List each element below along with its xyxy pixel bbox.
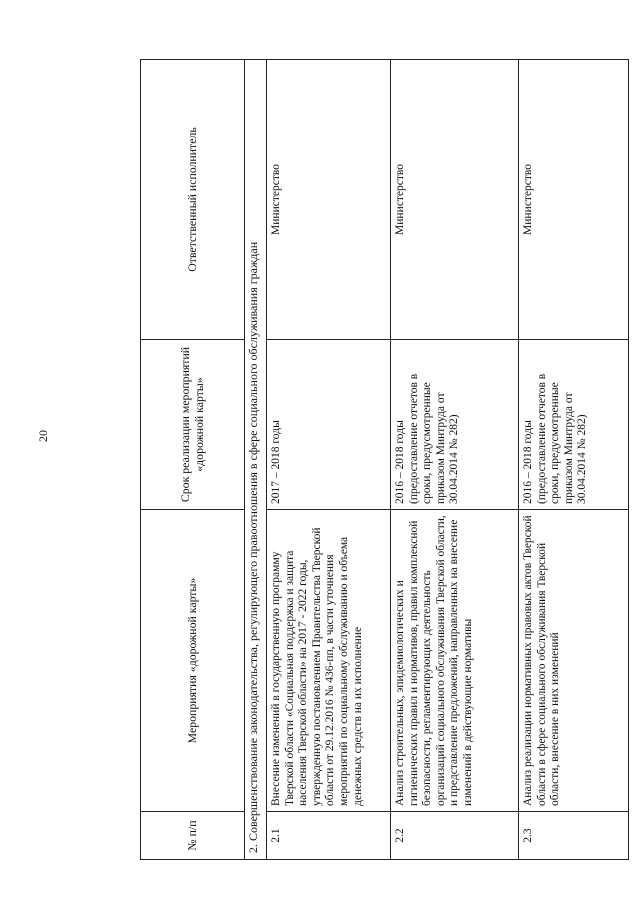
row-responsible: Министерство xyxy=(267,60,391,340)
row-responsible: Министерство xyxy=(519,60,629,340)
row-responsible: Министерство xyxy=(391,60,519,340)
row-num: 2.3 xyxy=(519,812,629,860)
table-row xyxy=(519,60,629,860)
header-num: № п/п xyxy=(141,812,245,860)
table-row xyxy=(391,60,519,860)
section-row xyxy=(245,60,267,860)
table-row xyxy=(267,60,391,860)
page-number: 20 xyxy=(36,430,50,442)
header-responsible: Ответственный исполнитель xyxy=(141,60,245,340)
header-term: Срок реализации мероприятий «дорожной карты» xyxy=(141,340,245,510)
row-term: 2017 – 2018 годы xyxy=(267,340,391,510)
row-activity: Анализ строительных, эпидемиологических и гигиенических правил и нормативов, правил комплексной безопасности, регламентирующих деятельность организаций социального обслуживания Тверской области, и представление предложений, направленных на внесение изменений в действующие нормативы xyxy=(391,510,519,812)
row-activity: Анализ реализации нормативных правовых актов Тверской области в сфере социального обслуживания Тверской области, внесение в них изменений xyxy=(519,510,629,812)
header-activity: Мероприятия «дорожной карты» xyxy=(141,510,245,812)
row-activity: Внесение изменений в государственную программу Тверской области «Социальная поддержка и защита населения Тверской области» на 2017 - 2022 годы, утвержденную постановлением Правительства Тверской области от 29.12.2016 № 436-пп, в части уточнения мероприятий по социальному обслуживанию и объема денежных средств на их исполнение xyxy=(267,510,391,812)
row-num: 2.1 xyxy=(267,812,391,860)
document-table-region xyxy=(140,60,628,860)
table-header-row xyxy=(141,60,245,860)
roadmap-table xyxy=(140,59,629,860)
section-title: 2. Совершенствование законодательства, регулирующего правоотношения в сфере социального обслуживания граждан xyxy=(245,60,267,860)
row-num: 2.2 xyxy=(391,812,519,860)
row-term: 2016 – 2018 годы (предоставление отчетов в сроки, предусмотренные приказом Минтруда от 30.04.2014 № 282) xyxy=(519,340,629,510)
row-term: 2016 – 2018 годы (предоставление отчетов в сроки, предусмотренные приказом Минтруда от 30.04.2014 № 282) xyxy=(391,340,519,510)
